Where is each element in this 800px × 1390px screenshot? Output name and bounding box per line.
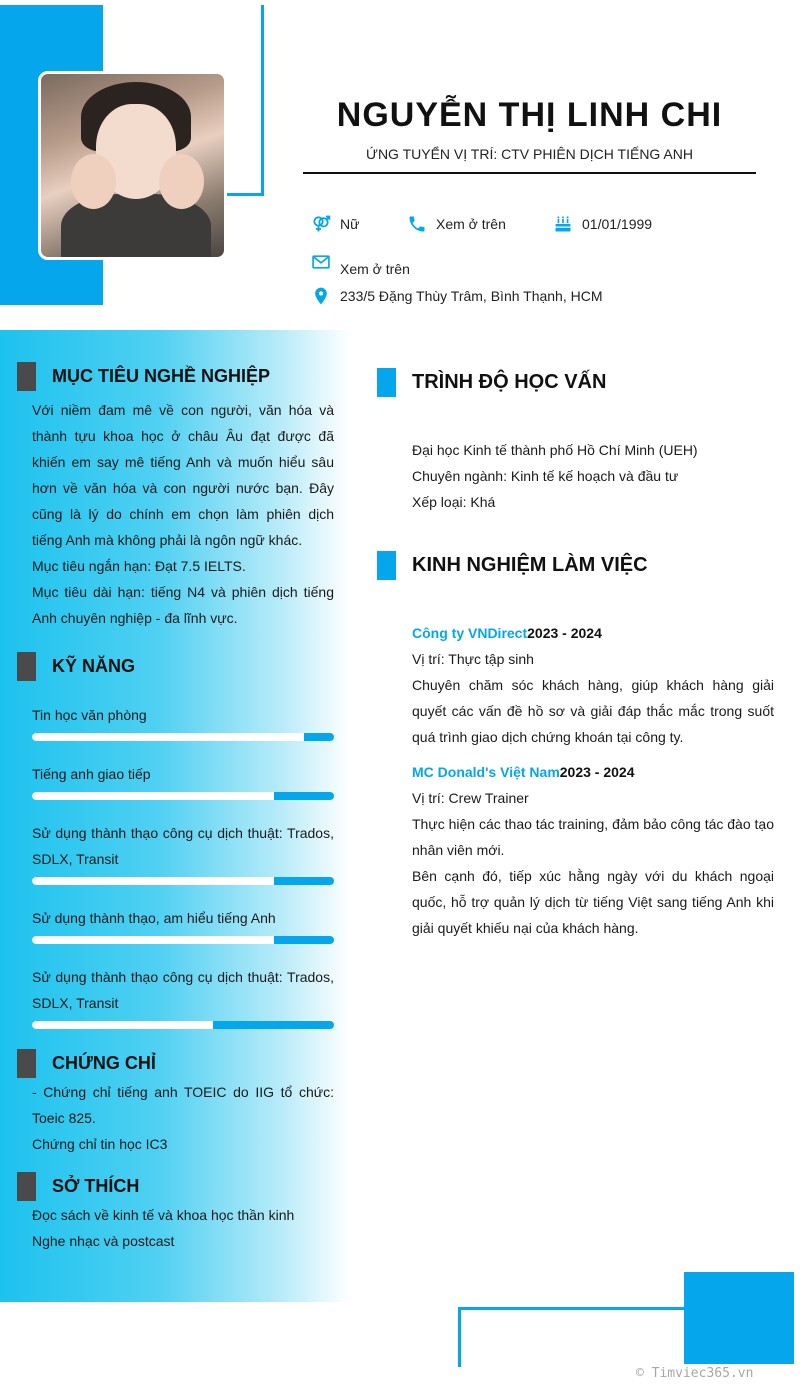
contact-phone [406, 213, 506, 235]
education-title: TRÌNH ĐỘ HỌC VẤN [412, 371, 607, 393]
skill-bar [32, 1021, 334, 1029]
section-header-experience [377, 551, 648, 580]
hobbies-title: SỞ THÍCH [52, 1176, 140, 1196]
job-description: Chuyên chăm sóc khách hàng, giúp khách hàng giải quyết các vấn đề hồ sơ và giải đáp thắc mắc trong suốt quá trình giao dịch chứng khoán tại công ty. [412, 677, 774, 745]
company-name: Công ty VNDirect [412, 625, 528, 641]
company-name: MC Donald's Việt Nam [412, 764, 560, 780]
skill-bar [32, 936, 334, 944]
section-bar [377, 551, 396, 580]
gender-value: Nữ [340, 216, 360, 232]
contact-address [310, 285, 603, 307]
job-entry [412, 620, 774, 750]
objective-title: MỤC TIÊU NGHỀ NGHIỆP [52, 366, 271, 386]
address-value: 233/5 Đặng Thùy Trâm, Bình Thạnh, HCM [340, 288, 603, 304]
watermark: © Timviec365.vn [636, 1366, 754, 1381]
applied-position: ỨNG TUYỂN VỊ TRÍ: CTV PHIÊN DỊCH TIẾNG ANH [365, 146, 693, 162]
section-bar [17, 1049, 36, 1078]
skill-bar [32, 733, 334, 741]
job-header [412, 759, 774, 785]
objective-short-term: Mục tiêu ngắn hạn: Đạt 7.5 IELTS. [32, 558, 246, 574]
job-entry [412, 759, 774, 941]
job-header [412, 620, 774, 646]
phone-value: Xem ở trên [436, 216, 506, 232]
job-years: 2023 - 2024 [559, 764, 635, 780]
objective-long-term: Mục tiêu dài hạn: tiếng N4 và phiên dịch tiếng Anh chuyên nghiệp - đa lĩnh vực. [32, 584, 334, 626]
education-grade: Xếp loại: Khá [412, 494, 496, 510]
section-bar [377, 368, 396, 397]
education-school: Đại học Kinh tế thành phố Hồ Chí Minh (UEH) [412, 442, 698, 458]
candidate-name: NGUYỄN THỊ LINH CHI [336, 96, 723, 134]
skill-bar-fill [32, 733, 304, 741]
contact-email [310, 247, 410, 277]
skill-bar [32, 877, 334, 885]
certificates-list [32, 1079, 334, 1157]
section-bar [17, 652, 36, 681]
education-major: Chuyên ngành: Kinh tế kế hoạch và đầu tư [412, 468, 679, 484]
skill-label: Tin học văn phòng [32, 707, 147, 723]
experience-title: KINH NGHIỆM LÀM VIỆC [412, 554, 648, 576]
profile-photo [38, 71, 227, 260]
certificate-item: - Chứng chỉ tiếng anh TOEIC do IIG tổ chức: Toeic 825. [32, 1084, 334, 1126]
section-header-education [377, 368, 606, 397]
certificate-item: Chứng chỉ tin học IC3 [32, 1136, 168, 1152]
gender-icon [310, 213, 332, 235]
skill-label: Sử dụng thành thạo công cụ dịch thuật: Trados, SDLX, Transit [32, 825, 334, 867]
skill-bar-fill [32, 936, 274, 944]
education-details [412, 437, 774, 515]
skill-bar-fill [32, 877, 274, 885]
skill-bar-fill [32, 1021, 213, 1029]
hobbies-list [32, 1202, 334, 1254]
section-header-skills [17, 652, 135, 681]
job-years: 2023 - 2024 [527, 625, 602, 641]
contact-gender [310, 213, 359, 235]
skill-label: Tiếng anh giao tiếp [32, 766, 151, 782]
section-header-hobbies [17, 1172, 139, 1201]
objective-text [32, 397, 334, 631]
birthday-value: 01/01/1999 [582, 216, 653, 232]
job-role: Vị trí: Thực tập sinh [412, 651, 534, 667]
decorative-bottom-frame [458, 1307, 708, 1367]
location-pin-icon [310, 285, 332, 307]
job-role: Vị trí: Crew Trainer [412, 790, 529, 806]
section-header-certificates [17, 1049, 156, 1078]
skill-bar [32, 792, 334, 800]
job-description: Thực hiện các thao tác training, đảm bảo công tác đào tạo nhân viên mới. [412, 816, 774, 858]
phone-icon [406, 213, 428, 235]
hobby-item: Nghe nhạc và postcast [32, 1233, 175, 1249]
birthday-cake-icon [552, 213, 574, 235]
divider [303, 172, 756, 174]
section-bar [17, 1172, 36, 1201]
mail-icon [310, 251, 332, 273]
contact-birthday [552, 213, 652, 235]
hobby-item: Đọc sách về kinh tế và khoa học thần kinh [32, 1207, 295, 1223]
objective-paragraph: Với niềm đam mê về con người, văn hóa và thành tựu khoa học ở châu Âu đạt được đã khiến em say mê tiếng Anh và muốn hiểu sâu hơn về văn hóa và con người nước bạn. Đây cũng là lý do chính em chọn làm phiên dịch tiếng Anh mà không phải là ngôn ngữ khác. [32, 402, 334, 548]
skills-title: KỸ NĂNG [52, 656, 136, 676]
skill-label: Sử dụng thành thạo, am hiểu tiếng Anh [32, 910, 276, 926]
skill-bar-fill [32, 792, 274, 800]
skill-label: Sử dụng thành thạo công cụ dịch thuật: Trados, SDLX, Transit [32, 969, 334, 1011]
section-bar [17, 362, 36, 391]
decorative-bottom-block [684, 1272, 794, 1364]
section-header-objective [17, 362, 270, 391]
email-value: Xem ở trên [340, 261, 410, 277]
job-description: Bên cạnh đó, tiếp xúc hằng ngày với du khách ngoại quốc, hỗ trợ quản lý dịch từ tiếng Việt sang tiếng Anh khi giải quyết khiếu nại của khách hàng. [412, 868, 774, 936]
certificates-title: CHỨNG CHỈ [52, 1053, 156, 1073]
